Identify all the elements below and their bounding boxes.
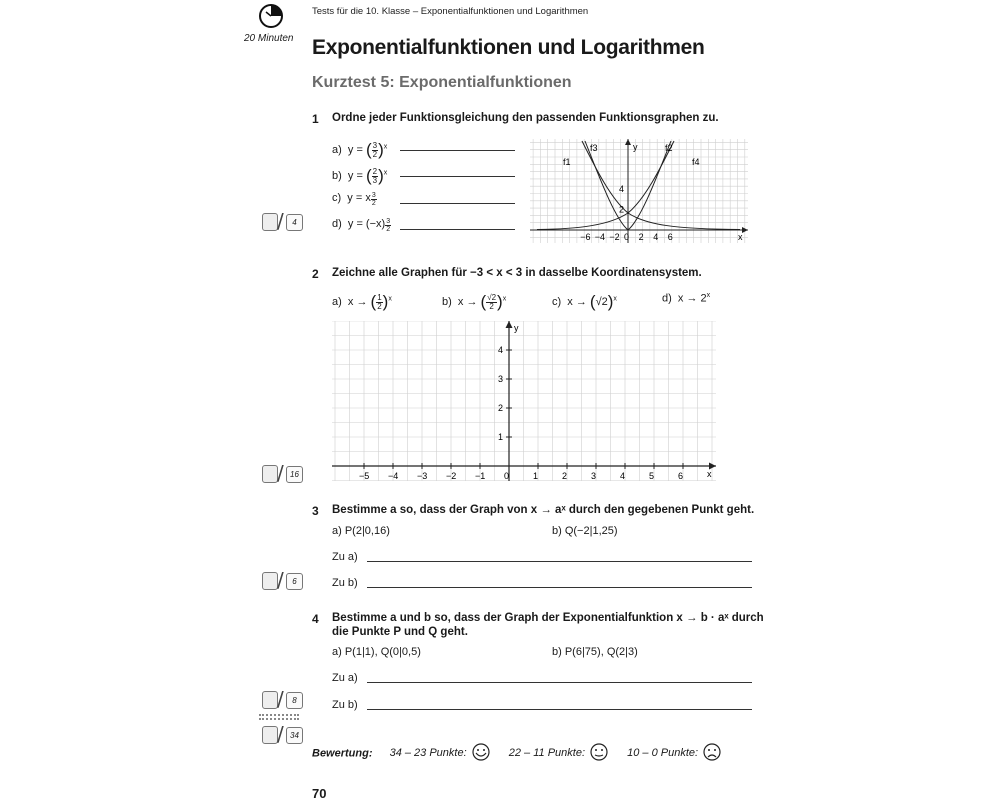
- neutral-face-icon: [588, 743, 610, 764]
- graph-label-f2: f2: [665, 143, 673, 153]
- q1-answer-b[interactable]: [400, 176, 515, 177]
- graph-label-f3: f3: [590, 143, 598, 153]
- q2-x-tick: −3: [417, 471, 428, 481]
- q1-y-tick: 4: [619, 184, 625, 195]
- sum-divider: [259, 714, 299, 716]
- score-input-box[interactable]: [262, 465, 278, 483]
- q2-score: / 16: [262, 465, 306, 483]
- sum-divider: [259, 718, 299, 720]
- q2-y-tick: 1: [498, 432, 504, 442]
- grading-scale: Bewertung: 34 – 23 Punkte: 22 – 11 Punkte: 10 – 0 Punkte:: [312, 743, 723, 764]
- q1-item-d: d) y = (−x) $\frac{3}{2}$: [332, 218, 391, 233]
- q1-answer-d[interactable]: [400, 229, 515, 230]
- q4-item-a: a) P(1|1), Q(0|0,5): [332, 646, 421, 658]
- score-max: 34: [286, 727, 303, 744]
- running-title: Tests für die 10. Klasse – Exponentialfunktionen und Logarithmen: [312, 6, 589, 17]
- q2-item-a: a) x → ( $\frac{1}{2}$ )$^x$: [332, 292, 392, 311]
- q1-number: 1: [312, 112, 319, 126]
- score-max: 8: [286, 692, 303, 709]
- q1-y-tick: 2: [619, 204, 625, 215]
- q1-answer-c[interactable]: [400, 203, 515, 204]
- q2-x-tick: 4: [620, 471, 626, 481]
- happy-face-icon: [470, 743, 492, 764]
- q4-score: / 8: [262, 691, 306, 709]
- q2-number: 2: [312, 267, 319, 281]
- page-title: Exponentialfunktionen und Logarithmen: [312, 36, 705, 59]
- clock-icon: [258, 3, 284, 34]
- q3-answer-b[interactable]: [367, 587, 752, 588]
- page-number: 70: [312, 786, 327, 801]
- test-subtitle: Kurztest 5: Exponentialfunktionen: [312, 74, 572, 91]
- q3-zu-a-label: Zu a): [332, 551, 358, 563]
- q2-x-tick: 1: [533, 471, 539, 481]
- grading-label: Bewertung: [312, 747, 369, 760]
- q2-x-tick: −2: [446, 471, 457, 481]
- q2-x-tick: 3: [591, 471, 597, 481]
- q2-coordinate-grid[interactable]: [332, 321, 722, 486]
- q3-item-a: a) P(2|0,16): [332, 525, 390, 537]
- q3-item-b: b) Q(−2|1,25): [552, 525, 618, 537]
- q2-axis-y-label: y: [514, 323, 519, 333]
- q2-text: Zeichne alle Graphen für −3 < x < 3 in dasselbe Koordinatensystem.: [332, 267, 702, 279]
- q1-x-tick: 6: [667, 232, 673, 242]
- q1-item-c: c) y = x $\frac{3}{2}$: [332, 192, 376, 207]
- q1-text: Ordne jeder Funktionsgleichung den passenden Funktionsgraphen zu.: [332, 112, 719, 124]
- score-input-box[interactable]: [262, 726, 278, 744]
- q2-y-tick: 4: [498, 345, 504, 355]
- grading-range-2: 22 – 11 Punkte:: [508, 747, 586, 760]
- q4-zu-b-label: Zu b): [332, 699, 358, 711]
- q3-number: 3: [312, 504, 319, 518]
- score-max: 16: [286, 466, 303, 483]
- sad-face-icon: [701, 743, 723, 764]
- score-max: 6: [286, 573, 303, 590]
- q3-answer-a[interactable]: [367, 561, 752, 562]
- q1-graph: [530, 139, 750, 248]
- grading-range-1: 34 – 23 Punkte:: [389, 747, 467, 760]
- time-label: 20 Minuten: [244, 33, 294, 44]
- grading-range-3: 10 – 0 Punkte:: [627, 747, 699, 760]
- score-input-box[interactable]: [262, 213, 278, 231]
- q1-x-tick: 2: [638, 232, 644, 242]
- total-score: / 34: [262, 726, 306, 744]
- q1-x-tick: −4: [594, 232, 606, 242]
- q1-axis-x-label: x: [738, 232, 743, 242]
- q2-x-tick: −4: [388, 471, 399, 481]
- q4-item-b: b) P(6|75), Q(2|3): [552, 646, 638, 658]
- q2-x-tick: 2: [562, 471, 568, 481]
- score-input-box[interactable]: [262, 572, 278, 590]
- score-max: 4: [286, 214, 303, 231]
- q2-axis-x-label: x: [707, 469, 712, 479]
- q2-x-tick: −1: [475, 471, 486, 481]
- q4-answer-b[interactable]: [367, 709, 752, 710]
- score-input-box[interactable]: [262, 691, 278, 709]
- q1-axis-y-label: y: [633, 142, 638, 152]
- q2-x-tick: 0: [504, 471, 510, 481]
- q1-score: / 4: [262, 213, 306, 231]
- q1-item-a: a) y = ( $\frac{3}{2}$ )$^x$: [332, 140, 388, 159]
- q1-x-tick: 0: [624, 232, 630, 242]
- q2-item-b: b) x → ( $\frac{√2}{2}$ )$^x$: [442, 292, 507, 311]
- q4-text-line2: die Punkte P und Q geht.: [332, 626, 468, 638]
- q1-answer-a[interactable]: [400, 150, 515, 151]
- q1-x-tick: −2: [609, 232, 620, 242]
- q1-item-b: b) y = ( $\frac{2}{3}$ )$^x$: [332, 166, 388, 185]
- q2-item-c: c) $x \to (√2)^x$: [552, 292, 617, 311]
- graph-label-f1: f1: [563, 157, 571, 167]
- q3-score: / 6: [262, 572, 306, 590]
- q2-y-tick: 2: [498, 403, 504, 413]
- q2-item-d: d) $x \to 2^x$: [662, 292, 711, 305]
- q2-x-tick: 6: [678, 471, 684, 481]
- graph-label-f4: f4: [692, 157, 700, 167]
- q3-zu-b-label: Zu b): [332, 577, 358, 589]
- q2-x-tick: 5: [649, 471, 655, 481]
- q4-answer-a[interactable]: [367, 682, 752, 683]
- q2-y-tick: 3: [498, 374, 504, 384]
- q4-number: 4: [312, 612, 319, 626]
- q2-x-tick: −5: [359, 471, 370, 481]
- q1-x-tick: 4: [653, 232, 659, 242]
- q4-text-line1: Bestimme a und b so, dass der Graph der Exponentialfunktion x → b · aˣ durch: [332, 612, 764, 624]
- q4-zu-a-label: Zu a): [332, 672, 358, 684]
- q1-x-tick: −6: [580, 232, 591, 242]
- q3-text: Bestimme a so, dass der Graph von x → aˣ durch den gegebenen Punkt geht.: [332, 504, 755, 516]
